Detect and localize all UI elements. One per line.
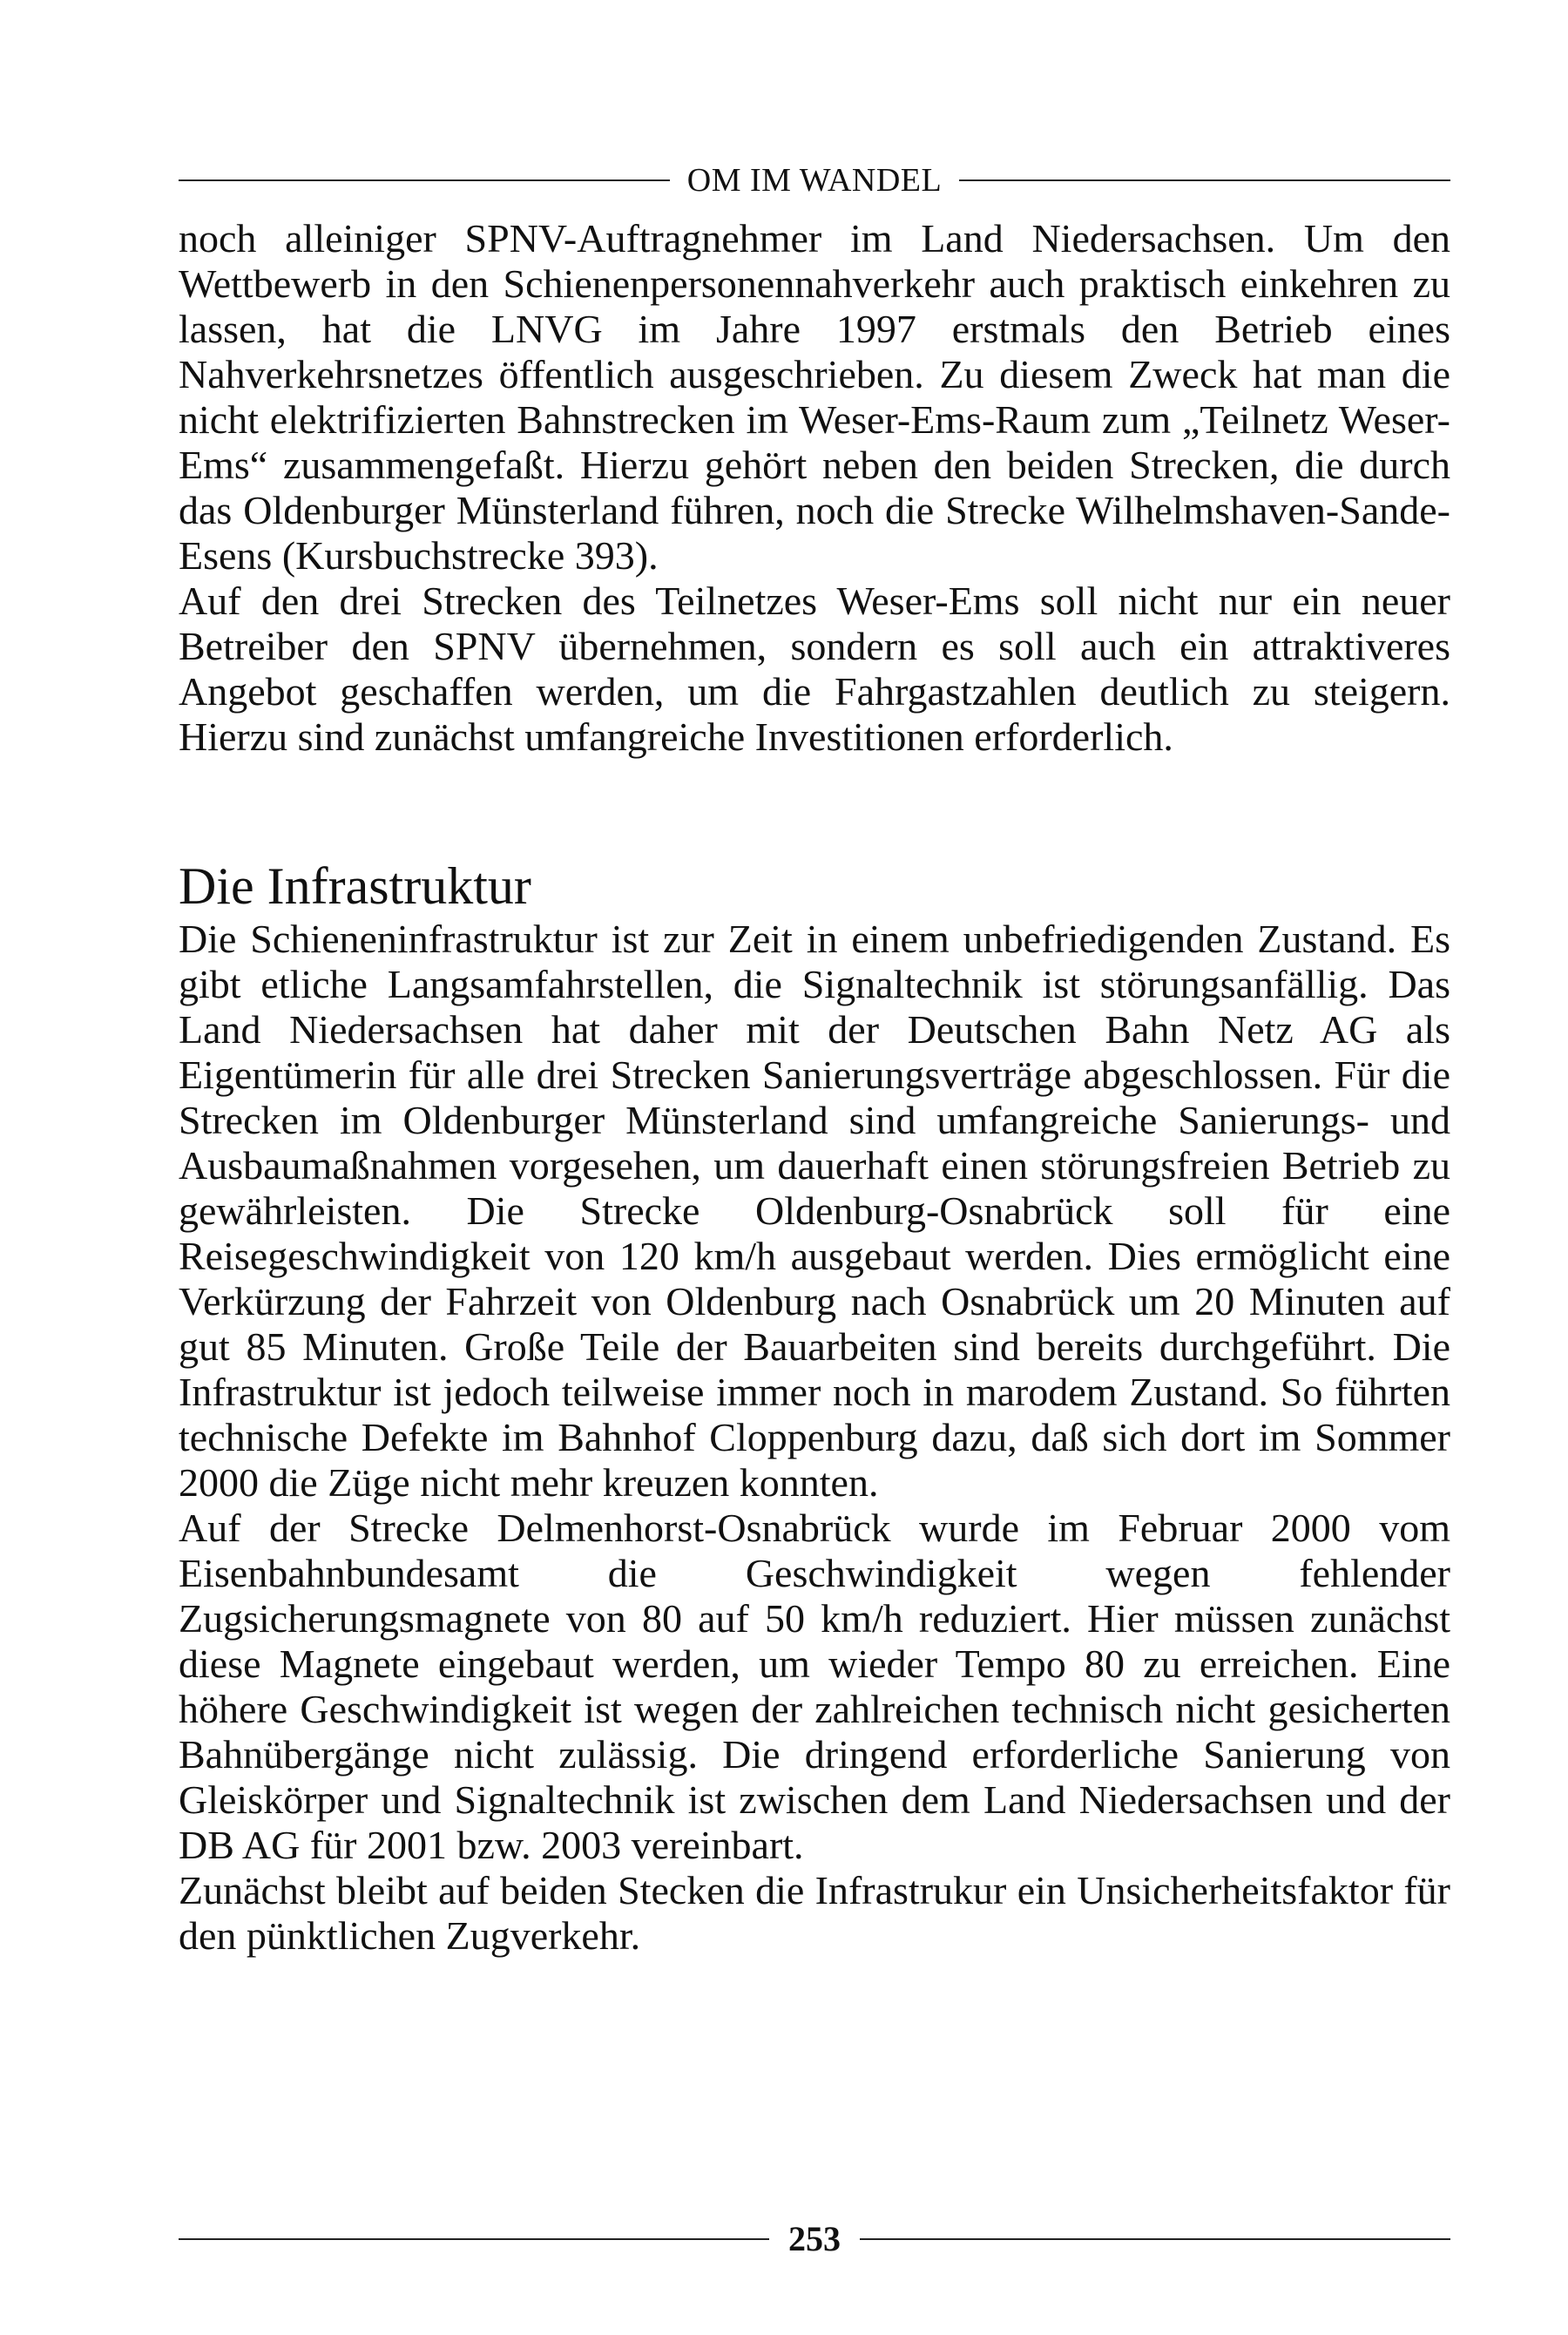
header-rule-right [959,179,1450,181]
paragraph: Die Schieneninfrastruktur ist zur Zeit in einem unbefriedigenden Zustand. Es gibt etliche Langsamfahrstellen, die Signaltechnik ist störungsanfällig. Das Land Niedersachsen hat daher mit der Deutschen Bahn Netz AG als Eigentümerin für alle drei Strecken Sanierungsverträge abgeschlossen. Für die Strecken im Oldenburger Münsterland sind umfangreiche Sanierungs- und Ausbaumaßnahmen vorgesehen, um dauerhaft einen störungsfreien Betrieb zu gewährleisten. Die Strecke Oldenburg-Osnabrück soll für eine Reisegeschwindigkeit von 120 km/h ausgebaut werden. Dies ermöglicht eine Verkürzung der Fahrzeit von Oldenburg nach Osnabrück um 20 Minuten auf gut 85 Minuten. Große Teile der Bauarbeiten sind bereits durchgeführt. Die Infrastruktur ist jedoch teilweise immer noch in marodem Zustand. So führten technische Defekte im Bahnhof Cloppenburg dazu, daß sich dort im Sommer 2000 die Züge nicht mehr kreuzen konnten. [179,917,1450,1505]
header-rule-left [179,179,670,181]
intro-text [179,216,1450,760]
running-title: OM IM WANDEL [686,162,943,199]
paragraph: Zunächst bleibt auf beiden Stecken die Infrastrukur ein Unsicherheitsfaktor für den pünktlichen Zugverkehr. [179,1868,1450,1958]
footer-rule-right [860,2238,1450,2240]
paragraph: Auf der Strecke Delmenhorst-Osnabrück wurde im Februar 2000 vom Eisenbahnbundesamt die Geschwindigkeit wegen fehlender Zugsicherungsmagnete von 80 auf 50 km/h reduziert. Hier müssen zunächst diese Magnete eingebaut werden, um wieder Tempo 80 zu erreichen. Eine höhere Geschwindigkeit ist wegen der zahlreichen technisch nicht gesicherten Bahnübergänge nicht zulässig. Die dringend erforderliche Sanierung von Gleiskörper und Signaltechnik ist zwischen dem Land Niedersachsen und der DB AG für 2001 bzw. 2003 vereinbart. [179,1506,1450,1867]
page-number: 253 [788,2219,841,2258]
section-text [179,917,1450,1959]
paragraph: noch alleiniger SPNV-Auftragnehmer im Land Niedersachsen. Um den Wettbewerb in den Schienenpersonennahverkehr auch praktisch einkehren zu lassen, hat die LNVG im Jahre 1997 erstmals den Betrieb eines Nahverkehrsnetzes öffentlich ausgeschrieben. Zu diesem Zweck hat man die nicht elektrifizierten Bahnstrecken im Weser-Ems-Raum zum „Teilnetz Weser-Ems“ zusammengefaßt. Hierzu gehört neben den beiden Strecken, die durch das Oldenburger Münsterland führen, noch die Strecke Wilhelmshaven-Sande-Esens (Kursbuchstrecke 393). [179,216,1450,578]
footer-rule-left [179,2238,769,2240]
book-page [179,139,1450,2283]
running-footer [179,2219,1450,2258]
section-heading: Die Infrastruktur [179,857,531,915]
running-header [179,164,1450,197]
paragraph: Auf den drei Strecken des Teilnetzes Weser-Ems soll nicht nur ein neuer Betreiber den SPNV übernehmen, sondern es soll auch ein attraktiveres Angebot geschaffen werden, um die Fahrgastzahlen deutlich zu steigern. Hierzu sind zunächst umfangreiche Investitionen erforderlich. [179,579,1450,759]
